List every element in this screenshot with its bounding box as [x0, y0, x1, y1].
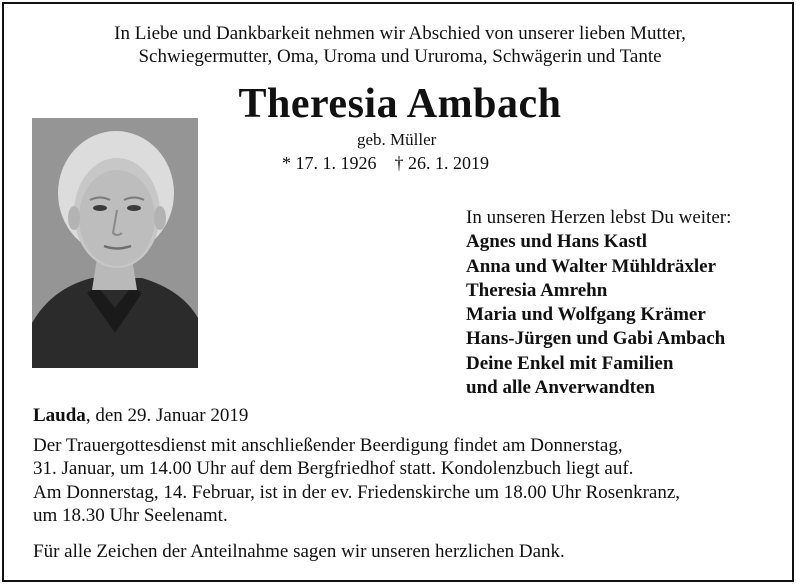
mourners-lead: In unseren Herzen lebst Du weiter: [466, 207, 732, 228]
portrait-photo [32, 118, 198, 368]
service-line: Am Donnerstag, 14. Februar, ist in der ev. Friedenskirche um 18.00 Uhr Rosenkranz, [33, 481, 681, 503]
mourner-name: Anna und Walter Mühldräxler [466, 255, 717, 277]
death-date: † 26. 1. 2019 [394, 153, 489, 173]
mourner-name: Theresia Amrehn [466, 279, 608, 301]
portrait-image [32, 118, 198, 368]
mourners-list [466, 206, 731, 400]
birth-date: * 17. 1. 1926 [282, 153, 377, 173]
birth-name: geb. Müller [357, 130, 437, 149]
mourner-name: Maria und Wolfgang Krämer [466, 304, 706, 326]
life-dates [282, 152, 489, 174]
mourner-name: Agnes und Hans Kastl [466, 231, 648, 253]
mourner-name: Hans-Jürgen und Gabi Ambach [466, 328, 726, 350]
service-line: 31. Januar, um 14.00 Uhr auf dem Bergfriedhof statt. Kondolenzbuch liegt auf. [33, 458, 634, 480]
intro-line-2: Schwiegermutter, Oma, Uroma und Ururoma, Schwägerin und Tante [138, 46, 662, 67]
notice-date: , den 29. Januar 2019 [85, 405, 249, 426]
intro-line-1: In Liebe und Dankbarkeit nehmen wir Abschied von unserer lieben Mutter, [114, 23, 686, 44]
place-date [33, 404, 248, 428]
mourner-name: Deine Enkel mit Familien [466, 352, 674, 374]
service-info [33, 434, 783, 527]
service-line: um 18.30 Uhr Seelenamt. [33, 504, 228, 526]
mourner-name: und alle Anverwandten [466, 377, 655, 399]
deceased-name: Theresia Ambach [238, 81, 562, 127]
service-line: Der Trauergottesdienst mit anschließender Beerdigung findet am Donnerstag, [33, 435, 623, 456]
place-town: Lauda [33, 405, 86, 426]
thanks-line: Für alle Zeichen der Anteilnahme sagen wir unseren herzlichen Dank. [33, 541, 565, 562]
